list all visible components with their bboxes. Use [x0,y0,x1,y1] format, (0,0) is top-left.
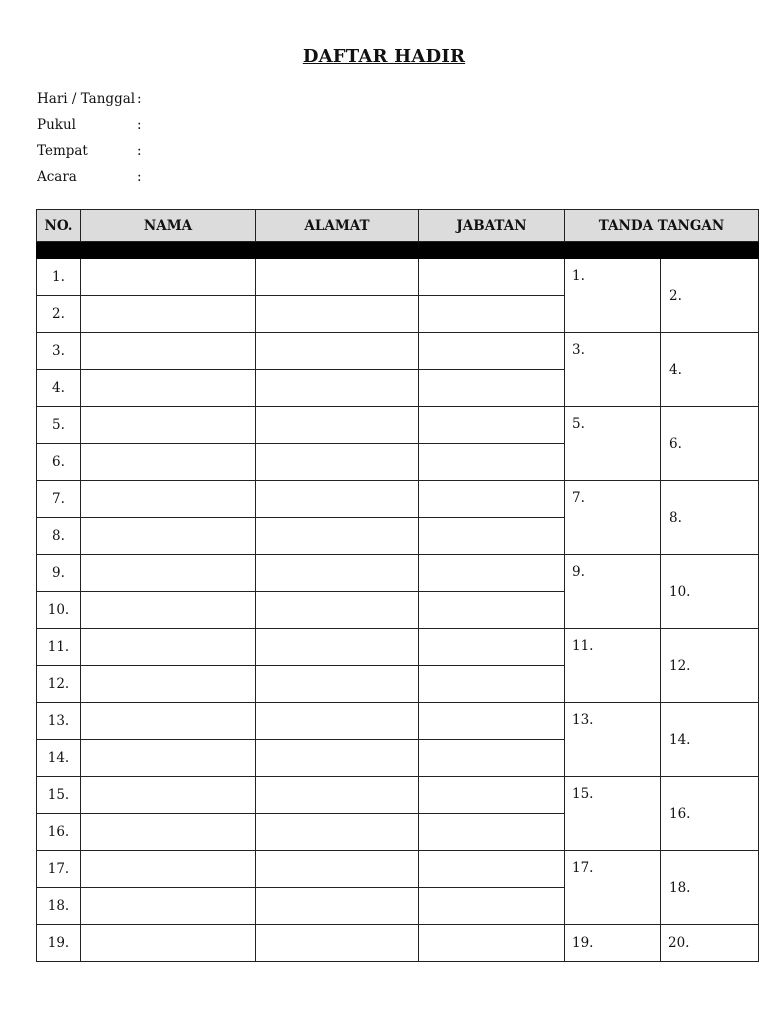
meta-row-date [37,88,147,114]
row-number: 6. [37,444,81,481]
nama-cell[interactable] [81,925,256,962]
table-row [37,777,759,814]
alamat-cell[interactable] [256,592,419,629]
meta-row-event [37,166,147,192]
nama-cell[interactable] [81,333,256,370]
row-number: 7. [37,481,81,518]
table-row [37,407,759,444]
signature-cell-left[interactable]: 5. [565,407,661,481]
signature-cell-left[interactable]: 1. [565,259,661,333]
alamat-cell[interactable] [256,370,419,407]
nama-cell[interactable] [81,703,256,740]
signature-cell-left[interactable]: 19. [565,925,661,962]
alamat-cell[interactable] [256,814,419,851]
jabatan-cell[interactable] [419,814,565,851]
table-body [37,259,759,962]
row-number: 9. [37,555,81,592]
signature-cell-left[interactable]: 11. [565,629,661,703]
meta-label: Pukul [37,117,76,133]
nama-cell[interactable] [81,740,256,777]
separator-bar [37,242,759,259]
jabatan-cell[interactable] [419,370,565,407]
nama-cell[interactable] [81,407,256,444]
meta-row-time [37,114,147,140]
nama-cell[interactable] [81,518,256,555]
signature-cell-left[interactable]: 9. [565,555,661,629]
signature-cell-right[interactable]: 6. [661,407,759,481]
row-number: 10. [37,592,81,629]
row-number: 16. [37,814,81,851]
nama-cell[interactable] [81,296,256,333]
nama-cell[interactable] [81,814,256,851]
alamat-cell[interactable] [256,481,419,518]
header-separator [37,242,759,259]
signature-cell-right[interactable]: 14. [661,703,759,777]
table-row [37,555,759,592]
table-row [37,629,759,666]
jabatan-cell[interactable] [419,481,565,518]
jabatan-cell[interactable] [419,444,565,481]
meta-colon: : [137,117,142,133]
signature-cell-left[interactable]: 13. [565,703,661,777]
alamat-cell[interactable] [256,740,419,777]
signature-cell-right[interactable]: 4. [661,333,759,407]
alamat-cell[interactable] [256,703,419,740]
signature-cell-right[interactable]: 2. [661,259,759,333]
alamat-cell[interactable] [256,333,419,370]
jabatan-cell[interactable] [419,851,565,888]
table-header-row [37,210,759,242]
row-number: 8. [37,518,81,555]
jabatan-cell[interactable] [419,518,565,555]
table-row [37,333,759,370]
jabatan-cell[interactable] [419,629,565,666]
alamat-cell[interactable] [256,296,419,333]
meta-label: Tempat [37,143,88,159]
row-number: 17. [37,851,81,888]
alamat-cell[interactable] [256,407,419,444]
table-row [37,851,759,888]
row-number: 3. [37,333,81,370]
row-number: 13. [37,703,81,740]
meta-colon: : [137,91,142,107]
jabatan-cell[interactable] [419,407,565,444]
header-alamat: ALAMAT [256,210,419,242]
alamat-cell[interactable] [256,777,419,814]
signature-cell-right[interactable]: 12. [661,629,759,703]
meta-label: Hari / Tanggal [37,91,136,107]
jabatan-cell[interactable] [419,555,565,592]
alamat-cell[interactable] [256,444,419,481]
signature-cell-left[interactable]: 7. [565,481,661,555]
alamat-cell[interactable] [256,666,419,703]
alamat-cell[interactable] [256,518,419,555]
jabatan-cell[interactable] [419,296,565,333]
meta-colon: : [137,169,142,185]
signature-cell-left[interactable]: 17. [565,851,661,925]
jabatan-cell[interactable] [419,888,565,925]
alamat-cell[interactable] [256,629,419,666]
nama-cell[interactable] [81,851,256,888]
nama-cell[interactable] [81,888,256,925]
alamat-cell[interactable] [256,888,419,925]
jabatan-cell[interactable] [419,703,565,740]
signature-cell-left[interactable]: 15. [565,777,661,851]
table-row [37,925,759,962]
nama-cell[interactable] [81,555,256,592]
alamat-cell[interactable] [256,555,419,592]
page-title: DAFTAR HADIR [302,46,466,67]
nama-cell[interactable] [81,259,256,296]
meta-colon: : [137,143,142,159]
nama-cell[interactable] [81,481,256,518]
row-number: 2. [37,296,81,333]
row-number: 14. [37,740,81,777]
signature-cell-right[interactable]: 10. [661,555,759,629]
header-tanda-tangan: TANDA TANGAN [565,210,759,242]
row-number: 12. [37,666,81,703]
row-number: 11. [37,629,81,666]
signature-cell-left[interactable]: 3. [565,333,661,407]
row-number: 5. [37,407,81,444]
meta-label: Acara [37,169,77,185]
signature-cell-right[interactable]: 20. [661,925,759,962]
header-nama: NAMA [81,210,256,242]
signature-cell-right[interactable]: 16. [661,777,759,851]
alamat-cell[interactable] [256,925,419,962]
header-jabatan: JABATAN [419,210,565,242]
nama-cell[interactable] [81,666,256,703]
nama-cell[interactable] [81,777,256,814]
row-number: 18. [37,888,81,925]
jabatan-cell[interactable] [419,925,565,962]
signature-cell-right[interactable]: 18. [661,851,759,925]
nama-cell[interactable] [81,629,256,666]
meta-block [37,88,147,192]
alamat-cell[interactable] [256,851,419,888]
table-row [37,703,759,740]
row-number: 1. [37,259,81,296]
jabatan-cell[interactable] [419,259,565,296]
jabatan-cell[interactable] [419,777,565,814]
signature-cell-right[interactable]: 8. [661,481,759,555]
jabatan-cell[interactable] [419,666,565,703]
row-number: 4. [37,370,81,407]
meta-row-place [37,140,147,166]
nama-cell[interactable] [81,592,256,629]
row-number: 19. [37,925,81,962]
jabatan-cell[interactable] [419,740,565,777]
jabatan-cell[interactable] [419,333,565,370]
alamat-cell[interactable] [256,259,419,296]
nama-cell[interactable] [81,444,256,481]
attendance-table [36,209,759,962]
jabatan-cell[interactable] [419,592,565,629]
header-no: NO. [37,210,81,242]
row-number: 15. [37,777,81,814]
nama-cell[interactable] [81,370,256,407]
table-row [37,259,759,296]
table-row [37,481,759,518]
